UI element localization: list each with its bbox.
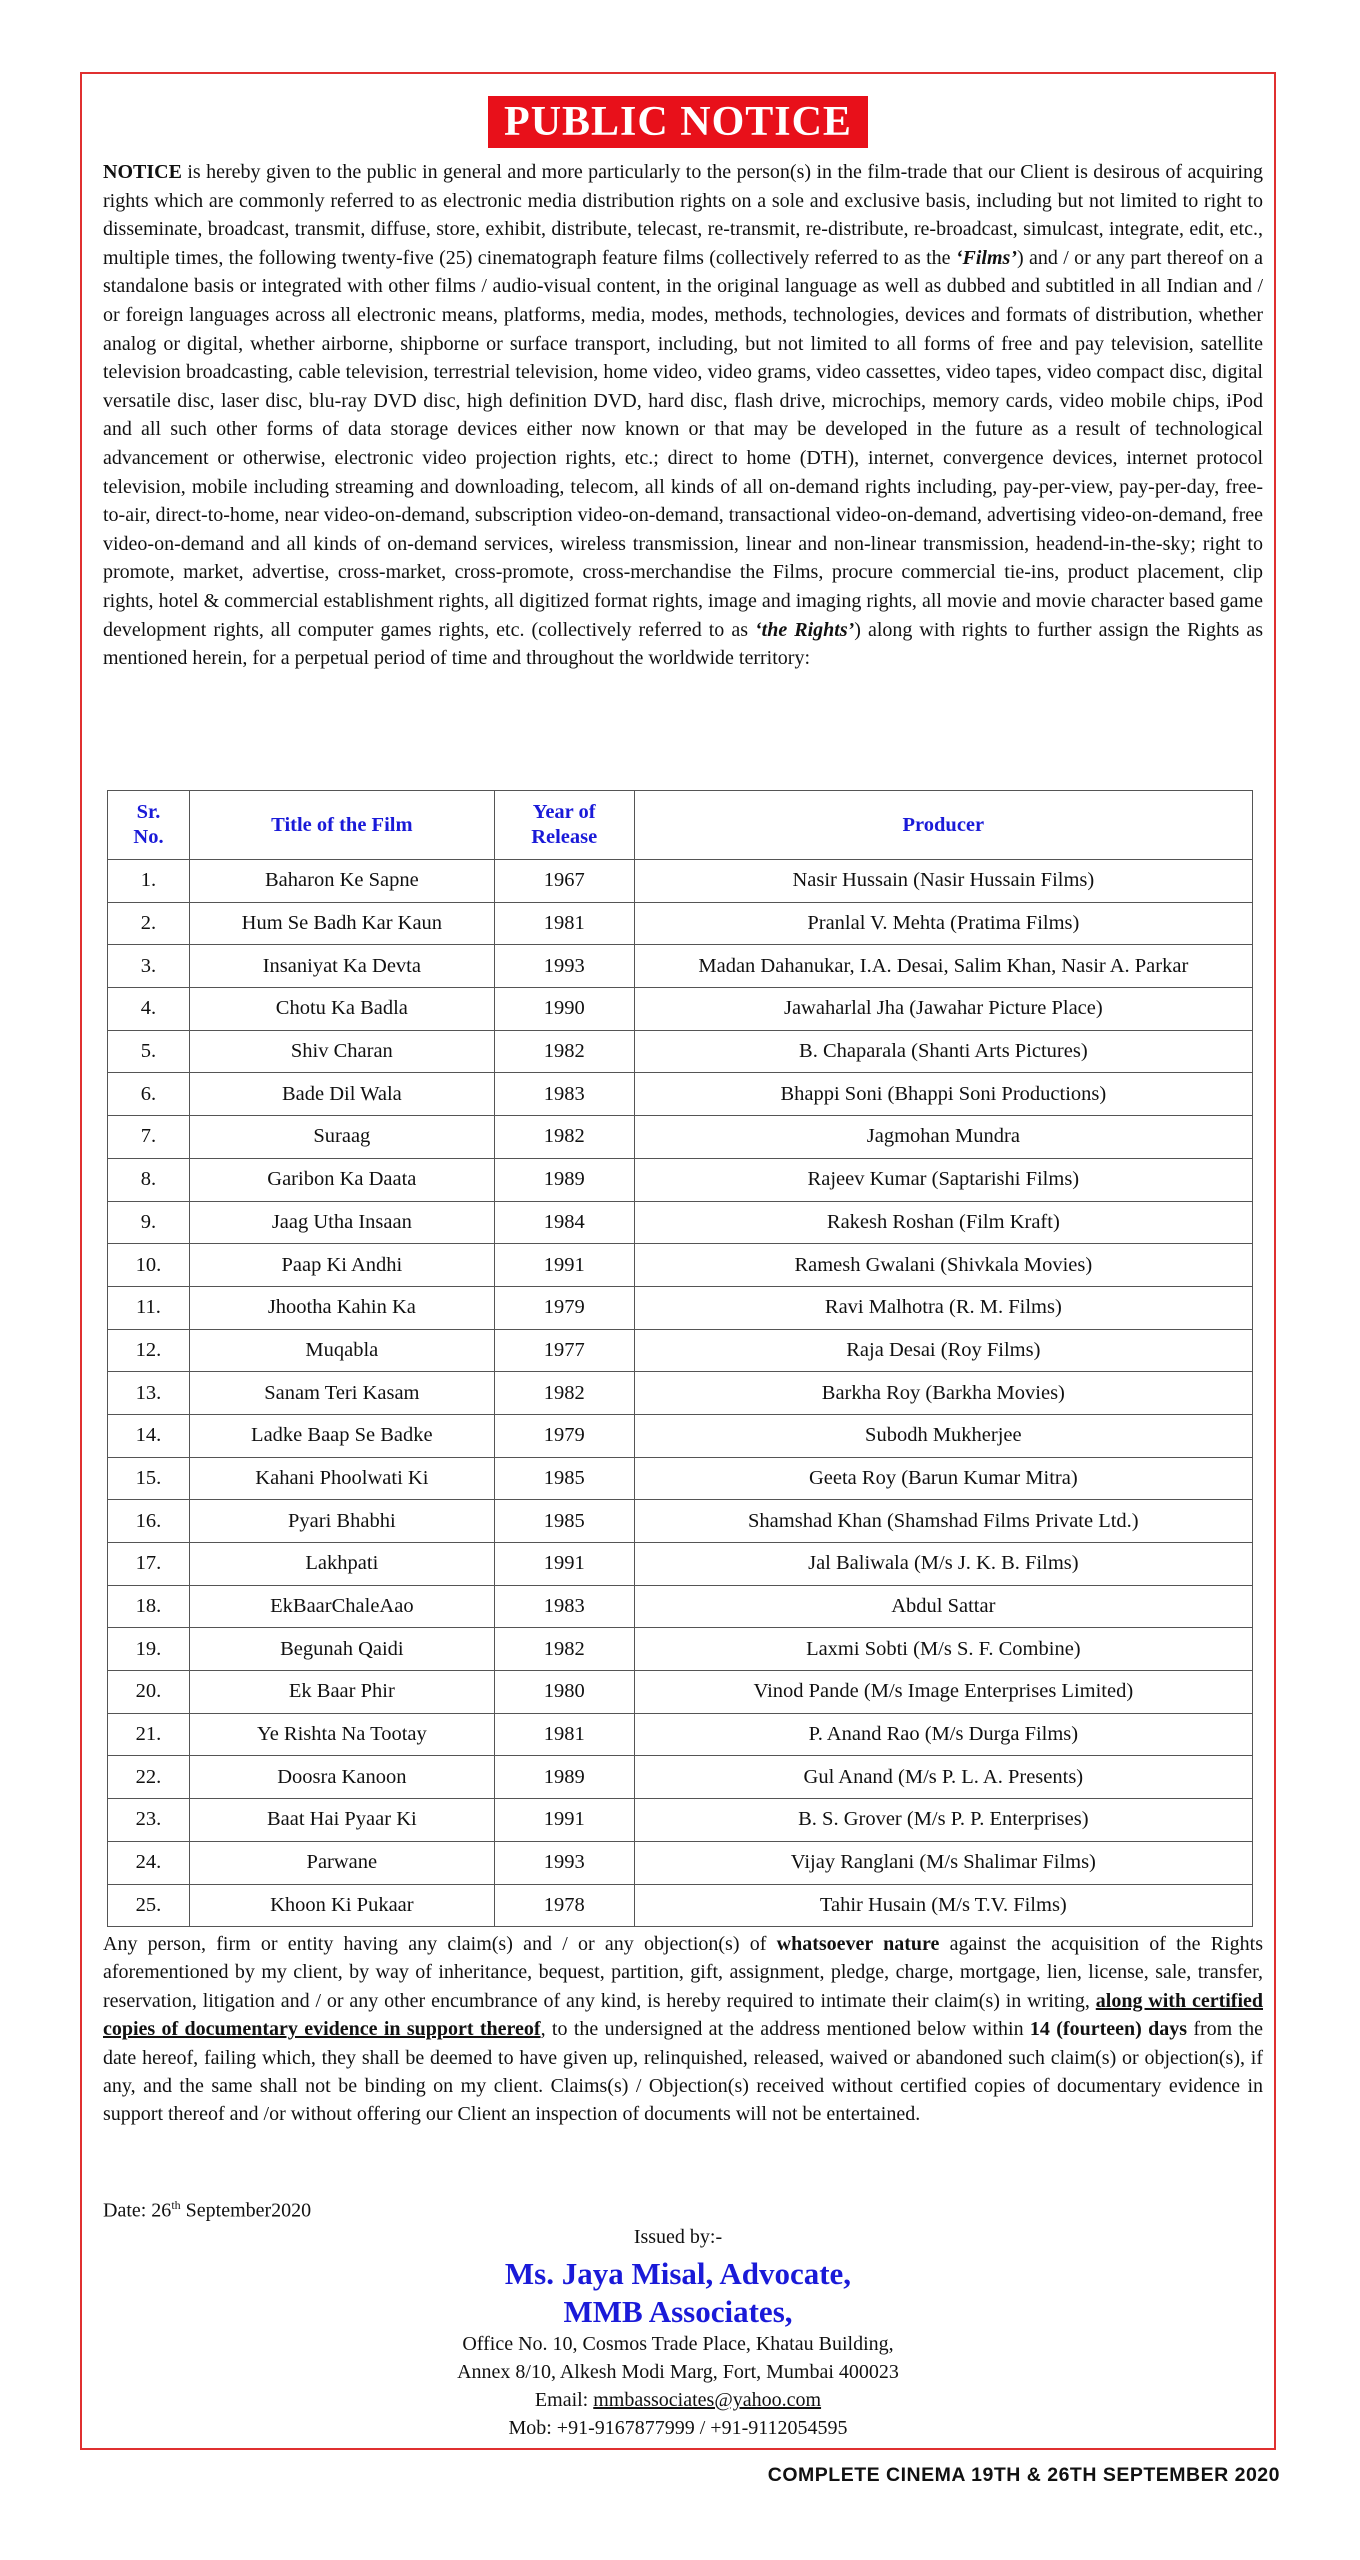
cell-year: 1989 — [494, 1756, 634, 1799]
cell-year: 1993 — [494, 945, 634, 988]
cell-title: Jhootha Kahin Ka — [189, 1286, 494, 1329]
cell-sr-no: 21. — [108, 1713, 190, 1756]
cell-year: 1982 — [494, 1628, 634, 1671]
cell-title: Ek Baar Phir — [189, 1671, 494, 1714]
cell-title: Khoon Ki Pukaar — [189, 1884, 494, 1927]
cell-title: Muqabla — [189, 1329, 494, 1372]
public-notice-heading: PUBLIC NOTICE — [488, 96, 868, 148]
cell-producer: Jagmohan Mundra — [634, 1116, 1252, 1159]
cell-year: 1991 — [494, 1244, 634, 1287]
cell-producer: Gul Anand (M/s P. L. A. Presents) — [634, 1756, 1252, 1799]
film-rows — [108, 860, 1253, 1927]
cell-sr-no: 9. — [108, 1201, 190, 1244]
table-row — [108, 1244, 1253, 1287]
header-year: Year of Release — [494, 791, 634, 860]
cell-sr-no: 19. — [108, 1628, 190, 1671]
cell-title: Parwane — [189, 1841, 494, 1884]
cell-year: 1983 — [494, 1585, 634, 1628]
table-row — [108, 1799, 1253, 1842]
cell-year: 1982 — [494, 1372, 634, 1415]
films-term: ‘Films’ — [955, 246, 1017, 269]
address-line-1: Office No. 10, Cosmos Trade Place, Khatau Building, — [462, 2333, 894, 2355]
header-title: Title of the Film — [189, 791, 494, 860]
cell-title: EkBaarChaleAao — [189, 1585, 494, 1628]
claims-bold-2: 14 (fourteen) days — [1029, 2018, 1188, 2041]
email-link[interactable]: mmbassociates@yahoo.com — [593, 2389, 822, 2411]
table-row — [108, 1073, 1253, 1116]
cell-title: Chotu Ka Badla — [189, 988, 494, 1031]
cell-sr-no: 13. — [108, 1372, 190, 1415]
cell-producer: Subodh Mukherjee — [634, 1414, 1252, 1457]
cell-producer: Bhappi Soni (Bhappi Soni Productions) — [634, 1073, 1252, 1116]
claims-text-4: from the date hereof, failing which, they shall be deemed to have given up, relinquished, released, waived or abandoned such claim(s) or objection(s), if any, and the same shall not be binding on my client. Claims(s) / Objection(s) received without certified copies of documentary evidence in support thereof and /or without offering our Client an inspection of documents will not be entertained. — [103, 2018, 1263, 2126]
cell-title: Ye Rishta Na Tootay — [189, 1713, 494, 1756]
cell-year: 1993 — [494, 1841, 634, 1884]
header-producer: Producer — [634, 791, 1252, 860]
claims-text-3: , to the undersigned at the address mentioned below within — [540, 2018, 1030, 2041]
table-row — [108, 1158, 1253, 1201]
cell-producer: Jal Baliwala (M/s J. K. B. Films) — [634, 1543, 1252, 1586]
cell-title: Shiv Charan — [189, 1030, 494, 1073]
claims-text-1: Any person, firm or entity having any claim(s) and / or any objection(s) of — [103, 1933, 777, 1955]
cell-title: Sanam Teri Kasam — [189, 1372, 494, 1415]
cell-year: 1990 — [494, 988, 634, 1031]
cell-sr-no: 18. — [108, 1585, 190, 1628]
table-row — [108, 1500, 1253, 1543]
cell-sr-no: 4. — [108, 988, 190, 1031]
cell-sr-no: 8. — [108, 1158, 190, 1201]
notice-date — [103, 2198, 311, 2223]
table-row — [108, 1414, 1253, 1457]
cell-title: Bade Dil Wala — [189, 1073, 494, 1116]
date-prefix: Date: 26 — [103, 2199, 172, 2222]
cell-producer: B. S. Grover (M/s P. P. Enterprises) — [634, 1799, 1252, 1842]
table-row — [108, 988, 1253, 1031]
cell-sr-no: 2. — [108, 902, 190, 945]
cell-sr-no: 14. — [108, 1414, 190, 1457]
cell-year: 1979 — [494, 1286, 634, 1329]
table-row — [108, 1286, 1253, 1329]
table-row — [108, 1543, 1253, 1586]
cell-title: Pyari Bhabhi — [189, 1500, 494, 1543]
cell-producer: Vinod Pande (M/s Image Enterprises Limited) — [634, 1671, 1252, 1714]
notice-intro-paragraph — [103, 158, 1263, 673]
cell-year: 1982 — [494, 1030, 634, 1073]
table-row — [108, 1671, 1253, 1714]
claims-paragraph — [103, 1930, 1263, 2129]
cell-year: 1978 — [494, 1884, 634, 1927]
table-row — [108, 1116, 1253, 1159]
cell-producer: Rajeev Kumar (Saptarishi Films) — [634, 1158, 1252, 1201]
table-row — [108, 1201, 1253, 1244]
advocate-name: Ms. Jaya Misal, Advocate, — [504, 2256, 852, 2291]
cell-title: Suraag — [189, 1116, 494, 1159]
cell-producer: Madan Dahanukar, I.A. Desai, Salim Khan, Nasir A. Parkar — [634, 945, 1252, 988]
cell-sr-no: 12. — [108, 1329, 190, 1372]
cell-title: Baat Hai Pyaar Ki — [189, 1799, 494, 1842]
cell-producer: Laxmi Sobti (M/s S. F. Combine) — [634, 1628, 1252, 1671]
table-row — [108, 1329, 1253, 1372]
address-line-2: Annex 8/10, Alkesh Modi Marg, Fort, Mumbai 400023 — [457, 2361, 899, 2383]
cell-title: Begunah Qaidi — [189, 1628, 494, 1671]
cell-sr-no: 5. — [108, 1030, 190, 1073]
cell-year: 1985 — [494, 1500, 634, 1543]
firm-name: MMB Associates, — [563, 2294, 793, 2329]
table-row — [108, 1628, 1253, 1671]
cell-producer: Vijay Ranglani (M/s Shalimar Films) — [634, 1841, 1252, 1884]
cell-year: 1991 — [494, 1543, 634, 1586]
cell-sr-no: 1. — [108, 860, 190, 903]
table-row — [108, 860, 1253, 903]
cell-sr-no: 10. — [108, 1244, 190, 1287]
issued-by: Issued by:- — [633, 2226, 723, 2248]
cell-title: Paap Ki Andhi — [189, 1244, 494, 1287]
cell-producer: P. Anand Rao (M/s Durga Films) — [634, 1713, 1252, 1756]
cell-sr-no: 7. — [108, 1116, 190, 1159]
cell-sr-no: 17. — [108, 1543, 190, 1586]
cell-title: Kahani Phoolwati Ki — [189, 1457, 494, 1500]
cell-producer: Ramesh Gwalani (Shivkala Movies) — [634, 1244, 1252, 1287]
intro-text-1: is hereby given to the public in general and more particularly to the person(s) in the film-trade that our Client is desirous of acquiring rights which are commonly referred to as electronic media distribution rights on a sole and exclusive basis, including but not limited to right to disseminate, broadcast, transmit, diffuse, store, exhibit, distribute, telecast, re-transmit, re-distribute, re-broadcast, simulcast, integrate, edit, etc., multiple times, the following twenty-five (25) cinematograph feature films (collectively referred to as the — [103, 161, 1263, 269]
films-table — [107, 790, 1253, 1927]
claims-bold-1: whatsoever nature — [776, 1933, 940, 1955]
cell-title: Hum Se Badh Kar Kaun — [189, 902, 494, 945]
cell-year: 1981 — [494, 1713, 634, 1756]
cell-sr-no: 16. — [108, 1500, 190, 1543]
cell-sr-no: 24. — [108, 1841, 190, 1884]
email-label: Email: — [534, 2389, 594, 2411]
cell-year: 1979 — [494, 1414, 634, 1457]
cell-producer: Rakesh Roshan (Film Kraft) — [634, 1201, 1252, 1244]
cell-title: Lakhpati — [189, 1543, 494, 1586]
cell-producer: Pranlal V. Mehta (Pratima Films) — [634, 902, 1252, 945]
table-row — [108, 1457, 1253, 1500]
cell-producer: Geeta Roy (Barun Kumar Mitra) — [634, 1457, 1252, 1500]
cell-title: Baharon Ke Sapne — [189, 860, 494, 903]
table-header-row — [108, 791, 1253, 860]
cell-sr-no: 23. — [108, 1799, 190, 1842]
cell-year: 1991 — [494, 1799, 634, 1842]
table-row — [108, 945, 1253, 988]
cell-year: 1967 — [494, 860, 634, 903]
cell-producer: Ravi Malhotra (R. M. Films) — [634, 1286, 1252, 1329]
intro-text-3: ) along with rights to further assign the Rights as mentioned herein, for a perpetual period of time and throughout the worldwide territory: — [103, 618, 1263, 670]
cell-year: 1984 — [494, 1201, 634, 1244]
cell-sr-no: 25. — [108, 1884, 190, 1927]
date-suffix: September2020 — [180, 2199, 312, 2222]
table-row — [108, 1585, 1253, 1628]
cell-year: 1980 — [494, 1671, 634, 1714]
table-row — [108, 1372, 1253, 1415]
cell-producer: Nasir Hussain (Nasir Hussain Films) — [634, 860, 1252, 903]
publication-footer: COMPLETE CINEMA 19TH & 26TH SEPTEMBER 2020 — [767, 2464, 1280, 2486]
cell-title: Doosra Kanoon — [189, 1756, 494, 1799]
cell-title: Insaniyat Ka Devta — [189, 945, 494, 988]
cell-year: 1982 — [494, 1116, 634, 1159]
cell-year: 1989 — [494, 1158, 634, 1201]
claims-text-2: against the acquisition of the Rights aforementioned by my client, by way of inheritance, bequest, partition, gift, assignment, pledge, charge, mortgage, lien, license, sale, transfer, reservation, litigation and / or any other encumbrance of any kind, is hereby required to intimate their claim(s) in writing, — [103, 1933, 1263, 2012]
notice-lead: NOTICE — [103, 161, 182, 183]
cell-sr-no: 11. — [108, 1286, 190, 1329]
date-sup: th — [171, 2198, 181, 2212]
cell-producer: Barkha Roy (Barkha Movies) — [634, 1372, 1252, 1415]
table-row — [108, 902, 1253, 945]
header-sr-no: Sr. No. — [108, 791, 190, 860]
cell-sr-no: 22. — [108, 1756, 190, 1799]
cell-title: Jaag Utha Insaan — [189, 1201, 494, 1244]
cell-sr-no: 15. — [108, 1457, 190, 1500]
table-row — [108, 1884, 1253, 1927]
rights-term: ‘the Rights’ — [755, 618, 855, 641]
claims-underlined: along with certified copies of documentary evidence in support thereof — [103, 1989, 1264, 2041]
cell-producer: Shamshad Khan (Shamshad Films Private Ltd.) — [634, 1500, 1252, 1543]
cell-year: 1983 — [494, 1073, 634, 1116]
cell-sr-no: 20. — [108, 1671, 190, 1714]
cell-year: 1977 — [494, 1329, 634, 1372]
cell-year: 1985 — [494, 1457, 634, 1500]
cell-producer: Jawaharlal Jha (Jawahar Picture Place) — [634, 988, 1252, 1031]
cell-producer: Raja Desai (Roy Films) — [634, 1329, 1252, 1372]
cell-sr-no: 6. — [108, 1073, 190, 1116]
cell-producer: B. Chaparala (Shanti Arts Pictures) — [634, 1030, 1252, 1073]
cell-title: Ladke Baap Se Badke — [189, 1414, 494, 1457]
intro-text-2: ) and / or any part thereof on a standalone basis or integrated with other films / audio-visual content, in the original language as well as dubbed and subtitled in all Indian and / or foreign languages across all electronic means, platforms, media, modes, methods, technologies, devices and formats of distribution, whether analog or digital, whether airborne, shipborne or surface transport, including, but not limited to all forms of free and pay television, satellite television broadcasting, cable television, terrestrial television, home video, video grams, video cassettes, video tapes, video compact disc, digital versatile disc, laser disc, blu-ray DVD disc, high definition DVD, hard disc, flash drive, microchips, memory cards, video mobile chips, iPod and all such other forms of data storage devices either now known or that may be developed in the future as a result of technological advancement or otherwise, electronic video projection rights, etc.; direct to home (DTH), internet, convergence devices, internet protocol television, mobile including streaming and downloading, telecom, all kinds of all on-demand rights including, pay-per-view, pay-per-day, free-to-air, direct-to-home, near video-on-demand, subscription video-on-demand, transactional video-on-demand, advertising video-on-demand, free video-on-demand and all kinds of on-demand services, wireless transmission, linear and non-linear transmission, headend-in-the-sky; right to promote, market, advertise, cross-market, cross-promote, cross-merchandise the Films, procure commercial tie-ins, product placement, clip rights, hotel & commercial establishment rights, all digitized format rights, image and imaging rights, all movie and movie character based game development rights, all computer games rights, etc. (collectively referred to as — [103, 246, 1263, 641]
table-row — [108, 1030, 1253, 1073]
table-row — [108, 1841, 1253, 1884]
cell-producer: Abdul Sattar — [634, 1585, 1252, 1628]
table-row — [108, 1713, 1253, 1756]
cell-sr-no: 3. — [108, 945, 190, 988]
mobile-line: Mob: +91-9167877999 / +91-9112054595 — [508, 2417, 848, 2439]
table-row — [108, 1756, 1253, 1799]
cell-title: Garibon Ka Daata — [189, 1158, 494, 1201]
cell-producer: Tahir Husain (M/s T.V. Films) — [634, 1884, 1252, 1927]
cell-year: 1981 — [494, 902, 634, 945]
email-line — [80, 2389, 1276, 2412]
